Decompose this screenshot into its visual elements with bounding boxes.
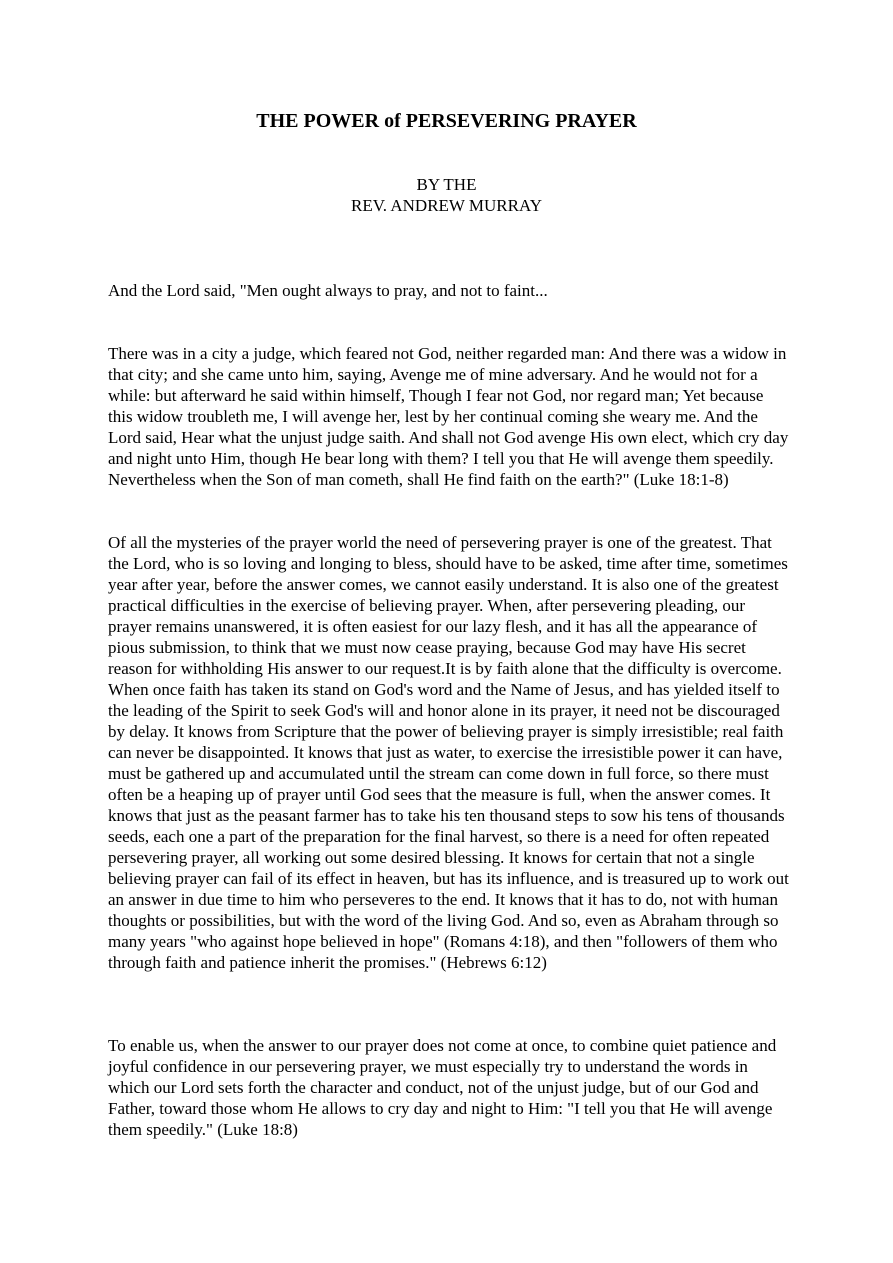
author-name: REV. ANDREW MURRAY	[351, 196, 542, 215]
paragraph-parable: There was in a city a judge, which feared not God, neither regarded man: And there was a widow in that city; and she came unto him, saying, Avenge me of mine adversary. And he would not for a while: but afterward he said within himself, Though I fear not God, nor regard man; Yet because this widow troubleth me, I will avenge her, lest by her continual coming she weary me. And the Lord said, Hear what the unjust judge saith. And shall not God avenge His own elect, which cry day and night unto Him, though He bear long with them? I tell you that He will avenge them speedily. Nevertheless when the Son of man cometh, shall He find faith on the earth?" (Luke 18:1-8)	[108, 344, 789, 489]
document-title: THE POWER of PERSEVERING PRAYER	[256, 110, 637, 132]
byline-line-1: BY THE	[416, 175, 477, 194]
paragraph-conclusion: To enable us, when the answer to our prayer does not come at once, to combine quiet patience and joyful confidence in our persevering prayer, we must especially try to understand the words in which our Lord sets forth the character and conduct, not of the unjust judge, but of our God and Father, toward those whom He allows to cry day and night to Him: "I tell you that He will avenge them speedily." (Luke 18:8)	[108, 1036, 777, 1139]
paragraph-persevering-prayer: Of all the mysteries of the prayer world the need of persevering prayer is one of the greatest. That the Lord, who is so loving and longing to bless, should have to be asked, time after time, sometimes year after year, before the answer comes, we cannot easily understand. It is also one of the greatest practical difficulties in the exercise of believing prayer. When, after persevering pleading, our prayer remains unanswered, it is often easiest for our lazy flesh, and it has all the appearance of pious submission, to think that we must now cease praying, because God may have His secret reason for withholding His answer to our request.It is by faith alone that the difficulty is overcome. When once faith has taken its stand on God's word and the Name of Jesus, and has yielded itself to the leading of the Spirit to seek God's will and honor alone in its prayer, it need not be discouraged by delay. It knows from Scripture that the power of believing prayer is simply irresistible; real faith can never be disappointed. It knows that just as water, to exercise the irresistible power it can have, must be gathered up and accumulated until the stream can come down in full force, so there must often be a heaping up of prayer until God sees that the measure is full, when the answer comes. It knows that just as the peasant farmer has to take his ten thousand steps to sow his tens of thousands seeds, each one a part of the preparation for the final harvest, so there is a need for often repeated persevering prayer, all working out some desired blessing. It knows for certain that not a single believing prayer can fail of its effect in heaven, but has its influence, and is treasured up to work out an answer in due time to him who perseveres to the end. It knows that it has to do, not with human thoughts or possibilities, but with the word of the living God. And so, even as Abraham through so many years "who against hope believed in hope" (Romans 4:18), and then "followers of them who through faith and patience inherit the promises." (Hebrews 6:12)	[108, 533, 789, 972]
paragraph-intro-quote: And the Lord said, "Men ought always to pray, and not to faint...	[108, 281, 548, 300]
byline	[0, 174, 893, 216]
